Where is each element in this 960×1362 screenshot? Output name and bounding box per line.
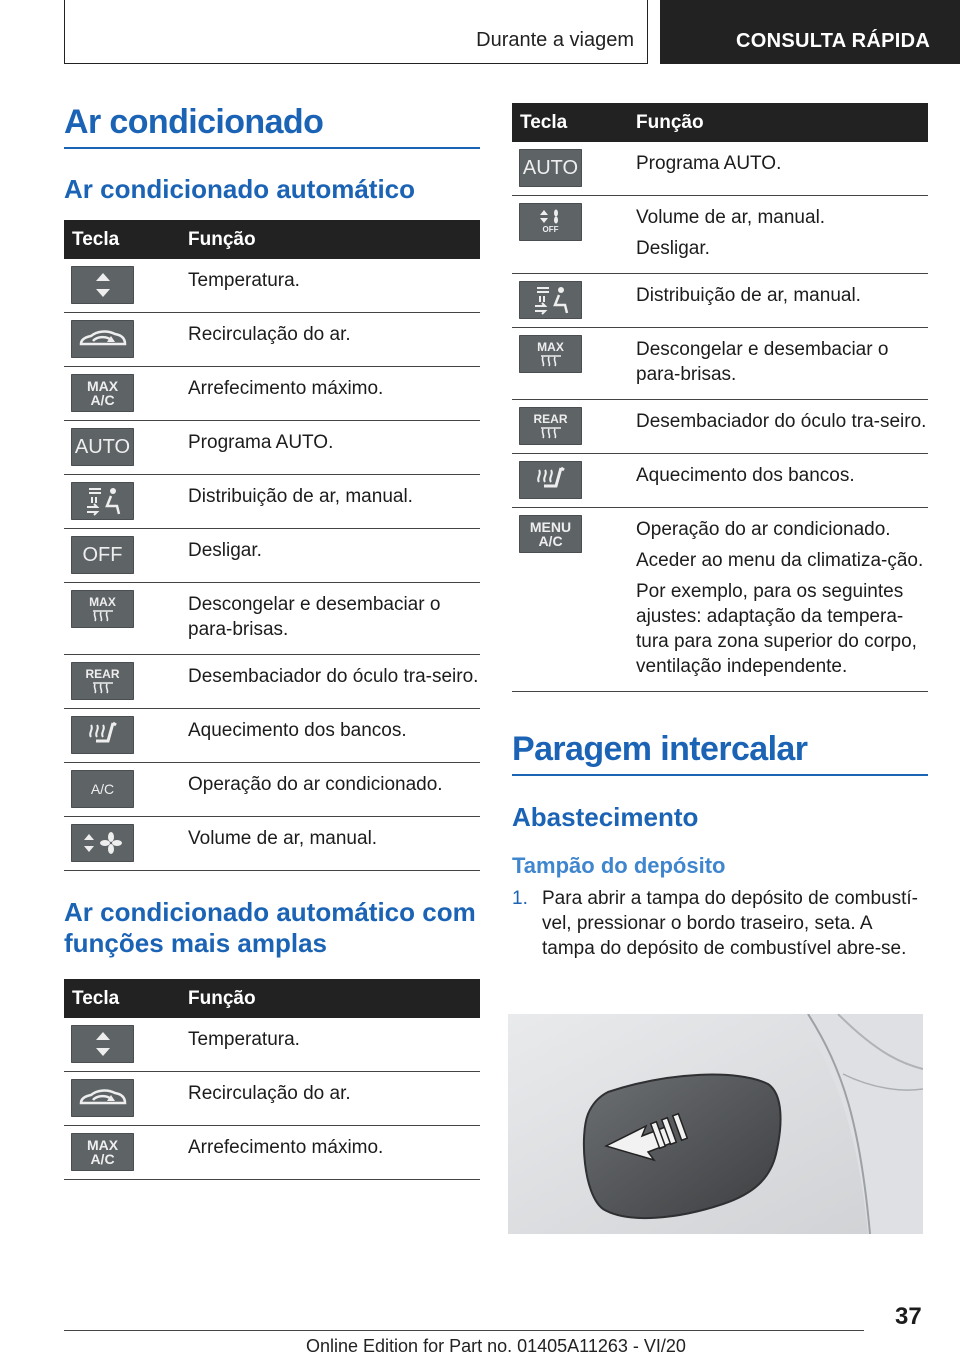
header-section-label: Durante a viagem [476,29,634,51]
recirculation-icon [71,1079,134,1117]
recirculation-icon [71,320,134,358]
max-defrost-icon [519,335,582,373]
key-label: MAX [86,378,119,394]
function-text: Volume de ar, manual. [188,828,378,849]
function-text: Recirculação do ar. [188,1083,351,1104]
function-text: Desligar. [636,238,710,259]
table-row [512,196,928,274]
key-label: A/C [90,392,115,408]
header-quick-label: CONSULTA RÁPIDA [736,30,931,52]
function-text: Volume de ar, manual. [636,207,826,228]
footer-rule [64,1330,864,1331]
function-text: Temperatura. [188,270,300,291]
section-rule [512,732,928,776]
page-title: Ar condicionado [64,103,324,141]
function-text: Distribuição de ar, manual. [188,486,413,507]
table-row [64,259,480,313]
heading-fuel-cap: Tampão do depósito [512,853,726,878]
seat-heating-icon [519,461,582,499]
function-text: Aceder ao menu da climatiza-ção. [636,550,924,571]
column-header-function: Função [185,979,480,1018]
column-header-key: Tecla [64,979,185,1018]
temperature-arrows-icon [71,266,134,304]
key-label: AUTO [522,156,579,179]
table-row [64,367,480,421]
column-header-function: Função [185,220,480,259]
auto-icon [519,149,582,187]
function-text: Aquecimento dos bancos. [636,465,855,486]
key-label: A/C [90,780,115,797]
seat-heating-icon [71,716,134,754]
key-table-extended-ac [64,979,480,1180]
key-label: REAR [533,412,568,426]
key-table-extended-ac-continued [512,103,928,692]
table-row [512,400,928,454]
function-text: Operação do ar condicionado. [188,774,443,795]
table-row [64,1126,480,1180]
key-table-auto-ac [64,220,480,871]
key-label: OFF [542,225,559,234]
function-text: Arrefecimento máximo. [188,378,384,399]
table-row [64,529,480,583]
key-label: MAX [86,1137,119,1153]
function-text: Programa AUTO. [636,153,782,174]
off-icon [71,536,134,574]
max-defrost-icon [71,590,134,628]
header-quick-reference-tab[interactable] [660,0,960,64]
rear-defrost-icon [519,407,582,445]
ac-icon [71,770,134,808]
column-header-function: Função [633,103,928,142]
key-label: A/C [538,533,563,549]
table-row [512,508,928,692]
section-heading-extended-ac: Ar condicionado automático com funções mais amplas [64,897,476,958]
auto-icon [71,428,134,466]
function-text: Programa AUTO. [188,432,334,453]
function-text: Descongelar e desembaciar o para-brisas. [188,594,441,640]
air-distribution-icon [71,482,134,520]
table-row [64,817,480,871]
key-label: AUTO [74,435,131,458]
key-label: A/C [90,1151,115,1167]
table-row [512,274,928,328]
table-row [64,583,480,655]
max-ac-icon [71,374,134,412]
menu-ac-icon [519,515,582,553]
key-label: REAR [85,667,120,681]
fan-off-icon [519,203,582,241]
table-row [64,709,480,763]
step-number: 1. [512,888,528,909]
function-text: Descongelar e desembaciar o para-brisas. [636,339,889,385]
left-column [64,105,480,1180]
temperature-arrows-icon [71,1025,134,1063]
header-section-box [64,0,648,64]
column-header-key: Tecla [64,220,185,259]
section-heading-auto-ac: Ar condicionado automático [64,174,416,204]
heading-refuelling: Abastecimento [512,802,699,832]
function-text: Recirculação do ar. [188,324,351,345]
table-row [64,763,480,817]
function-text: Desembaciador do óculo tra-seiro. [188,666,479,687]
footer-edition: Online Edition for Part no. 01405A11263 - VI/20 [306,1336,686,1356]
table-row [64,655,480,709]
right-column [512,103,928,961]
key-label: MENU [529,519,572,535]
function-text: Distribuição de ar, manual. [636,285,861,306]
function-text: Aquecimento dos bancos. [188,720,407,741]
step-text: Para abrir a tampa do depósito de combustí-vel, pressionar o bordo traseiro, seta. A tampa do depósito de combustível abre-se. [542,888,918,959]
function-text: Desembaciador do óculo tra-seiro. [636,411,927,432]
fan-volume-icon [71,824,134,862]
function-text: Arrefecimento máximo. [188,1137,384,1158]
key-label: MAX [537,340,564,354]
table-row [64,1018,480,1072]
table-row [512,142,928,196]
table-row [64,475,480,529]
air-distribution-icon [519,281,582,319]
title-rule [64,105,480,149]
table-row [64,313,480,367]
function-text: Desligar. [188,540,262,561]
section-title-stopover: Paragem intercalar [512,730,808,768]
function-text: Temperatura. [188,1029,300,1050]
key-label: OFF [82,543,123,566]
page-number: 37 [895,1303,922,1330]
table-row [64,1072,480,1126]
table-row [512,328,928,400]
max-ac-icon [71,1133,134,1171]
table-row [64,421,480,475]
key-label: MAX [89,595,116,609]
table-row [512,454,928,508]
fuel-flap-illustration [508,1014,923,1234]
function-text: Operação do ar condicionado. [636,519,891,540]
rear-defrost-icon [71,662,134,700]
step-1 [512,886,928,961]
column-header-key: Tecla [512,103,633,142]
function-text: Por exemplo, para os seguintes ajustes: adaptação da tempera-tura para zona superior do corpo, ventilação independente. [636,581,917,677]
